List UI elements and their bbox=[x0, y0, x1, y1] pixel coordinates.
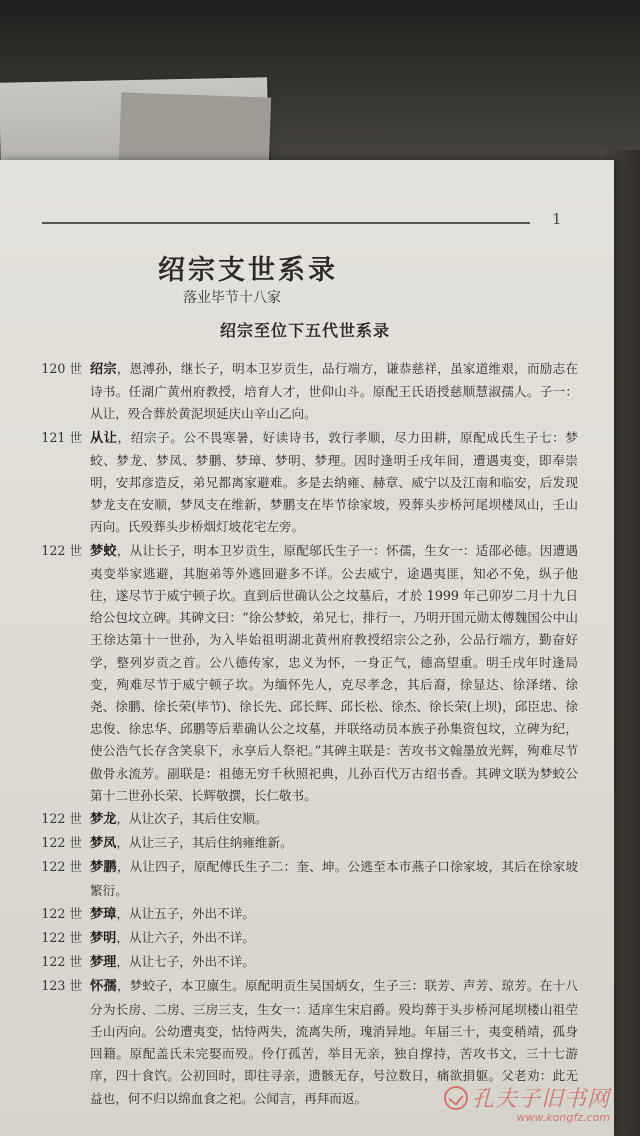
entry-text bbox=[90, 903, 578, 926]
watermark-url: www.kongfz.com bbox=[516, 1111, 611, 1124]
genealogy-entry bbox=[30, 832, 578, 855]
genealogy-entry bbox=[30, 427, 578, 539]
person-name: 梦蛟 bbox=[90, 543, 117, 559]
person-name: 梦鹏 bbox=[90, 860, 117, 876]
person-name: 从让 bbox=[90, 430, 118, 446]
generation-label: 122 世 bbox=[41, 811, 82, 827]
entry-text bbox=[90, 427, 578, 539]
generation-label: 121 世 bbox=[41, 429, 82, 445]
generation-label: 122 世 bbox=[41, 905, 82, 921]
person-name: 梦璋 bbox=[90, 906, 117, 922]
page-number: 1 bbox=[552, 210, 562, 228]
generation-label: 122 世 bbox=[41, 930, 82, 946]
generation-label: 122 世 bbox=[41, 835, 82, 851]
entry-text bbox=[90, 832, 578, 855]
person-name: 绍宗 bbox=[90, 362, 117, 377]
genealogy-entry bbox=[30, 358, 578, 426]
entry-body: ，从让次子，其后住安顺。 bbox=[116, 811, 268, 827]
entry-body: ，从让四子，原配傅氏生子二：奎、坤。公逃至本市燕子口徐家坡，其后在徐家坡繁衍。 bbox=[90, 859, 579, 898]
header-rule bbox=[42, 222, 530, 224]
generation-label: 122 世 bbox=[41, 954, 82, 970]
genealogy-entry bbox=[30, 951, 578, 974]
watermark bbox=[444, 1082, 610, 1124]
person-name: 梦明 bbox=[90, 931, 117, 947]
page-subtitle: 落业毕节十八家 bbox=[183, 290, 281, 306]
genealogy-entry bbox=[30, 808, 578, 831]
entry-text bbox=[90, 951, 578, 974]
person-name: 梦凤 bbox=[90, 836, 117, 852]
underlying-paper-shadow bbox=[119, 92, 271, 167]
entry-body: ，从让六子，外出不详。 bbox=[116, 930, 255, 946]
entry-body: ，从让三子，其后住纳雍维新。 bbox=[116, 835, 293, 851]
section-title: 绍宗至位下五代世系录 bbox=[220, 321, 391, 340]
generation-label: 122 世 bbox=[41, 542, 82, 558]
genealogy-entry bbox=[30, 540, 578, 807]
page-title: 绍宗支世系录 bbox=[158, 255, 338, 286]
entry-text bbox=[90, 856, 578, 901]
generation-label: 122 世 bbox=[41, 859, 82, 875]
entry-body: ，恩溥孙，继长子，明本卫岁贡生，品行端方，谦恭慈祥，虽家道维艰，而励志在诗书。任湖广黄州府教授，培育人才，世仰山斗。原配王氏语授慈顺慧淑孺人。子一：从让，殁合葬於黄泥坝延庆山辛山乙向。 bbox=[90, 361, 579, 422]
entry-body: ，从让长子，明本卫岁贡生，原配邬氏生子一：怀孺，生女一：适邵必德。因遭遇夷变举家逃避，其胞弟等外逃回避多不详。公去威宁，途遇夷匪，知必不免，纵子他往，遂尽节于威宁顿子坎。直到后世确认公之坟墓后，才於 1999 年己卯岁二月十九日给公包坟立碑。其碑文曰：“徐公梦蛟，弟兄七，排行一，乃明开国元勋太傅魏国公中山王徐达第十一世孙，为入毕始祖明湖北黄州府教授绍宗公之孙，公品行端方，勤奋好学，整列岁贡之首。公八德传家，忠义为怀，一身正气，德高望重。明壬戌年时逢局变，殉难尽节于威宁顿子坎。为缅怀先人，克尽孝念，其后裔，徐显达、徐泽绪、徐尧、徐鹏、徐长荣(毕节)、徐长先、邱长辉、邱长松、徐杰、徐长荣(上坝)，邱臣忠、徐忠俊、徐忠华、邱鹏等后辈确认公之坟墓，并联络动员本族子孙集资包坟，立碑为纪，使公浩气长存含笑泉下，永享后人祭祀。”其碑主联是：苦攻书文翰墨放光辉，殉难尽节傲骨永流芳。副联是：祖德无穷千秋照祀典，儿孙百代万古绍书香。其碑文联为梦蛟公第十二世孙长荣、长辉敬撰，长仁敬书。 bbox=[90, 542, 579, 803]
entry-body: ，绍宗子。公不畏寒暑，好读诗书，敦行孝顺，尽力田耕，原配成氏生子七：梦蛟、梦龙、梦凤、梦鹏、梦璋、梦明、梦理。因时逢明壬戌年间，遭遇夷变，即奉崇明，安邦彦造反，弟兄都离家避难。多是去纳雍、赫章、威宁以及江南和临安，后发现梦龙支在安顺，梦凤支在维新，梦鹏支在毕节徐家坡，殁葬头步桥河尾坝楼凤山，壬山丙向。氏殁葬头步桥烟灯坡花宅左旁。 bbox=[90, 429, 579, 535]
person-name: 梦理 bbox=[90, 955, 117, 971]
generation-label: 123 世 bbox=[41, 978, 82, 994]
watermark-logo-icon bbox=[444, 1086, 468, 1110]
watermark-text: 孔夫子旧书网 bbox=[472, 1087, 611, 1112]
entry-text bbox=[90, 358, 578, 426]
generation-label: 120 世 bbox=[41, 361, 82, 376]
entry-text bbox=[90, 540, 578, 807]
entry-body: ，梦蛟子，本卫廪生。原配明贡生吴国炳女，生子三：联芳、声芳、琼芳。在十八分为长房、二房、三房三支，生女一：适庠生宋启爵。殁均葬于头步桥河尾坝楼山祖茔壬山丙向。公幼遭夷变，怙恃两失，流离失所，瑰消异地。年届三十，夷变稍靖，孤身回籍。原配盖氏未完娶而殁。伶仃孤苦，举目无亲，独自撑持，苦攻书文，三十七游庠，四十食饩。公初回时，即往寻亲，遗骸无存，号泣数日，痛欲捐躯。父老劝：此无益也，何不归以绵血食之祀。公闻言，再拜而返。 bbox=[90, 978, 579, 1106]
genealogy-entry bbox=[30, 903, 578, 926]
person-name: 怀孺 bbox=[90, 979, 117, 995]
entry-body: ，从让七子，外出不详。 bbox=[116, 954, 255, 970]
entry-body: ，从让五子，外出不详。 bbox=[116, 905, 255, 921]
document-page bbox=[0, 160, 614, 1136]
genealogy-entry bbox=[30, 856, 578, 901]
entry-text bbox=[90, 808, 578, 831]
genealogy-entries bbox=[30, 358, 578, 1111]
person-name: 梦龙 bbox=[90, 812, 117, 828]
entry-text bbox=[90, 927, 578, 950]
genealogy-entry bbox=[30, 927, 578, 950]
